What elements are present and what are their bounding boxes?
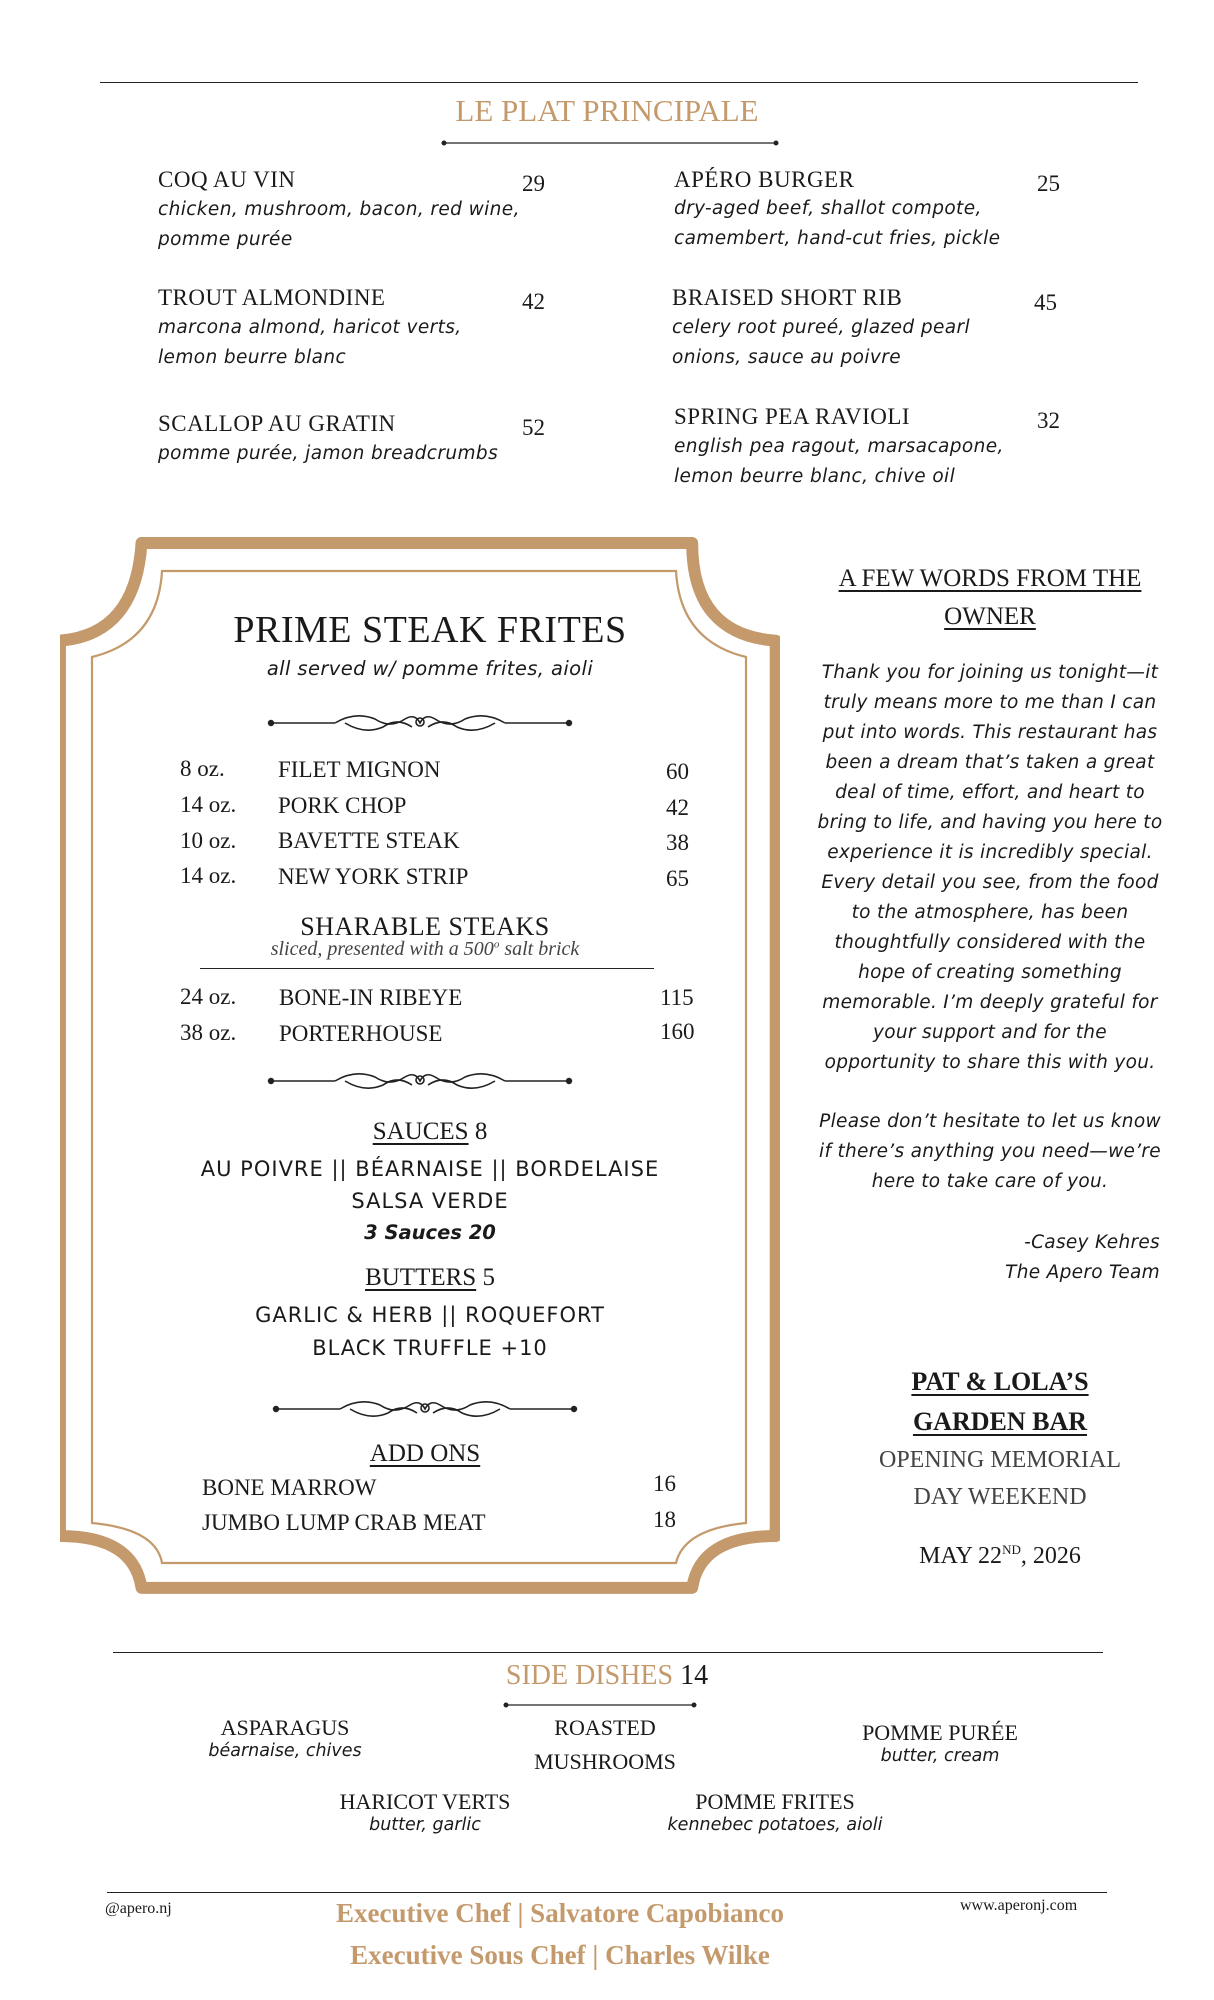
item-desc: celery root pureé, glazed pearl <box>672 317 971 338</box>
title-underline-ornament <box>440 137 780 149</box>
butters-line-1: GARLIC & HERB || ROQUEFORT <box>255 1303 605 1327</box>
garden-line-1: PAT & LOLA’S <box>911 1367 1089 1396</box>
executive-sous-chef: Executive Sous Chef | Charles Wilke <box>350 1940 770 1970</box>
side-desc: butter, garlic <box>369 1815 481 1835</box>
sharable-subtitle-pre: sliced, presented with a 500 <box>270 938 494 960</box>
item-price: 25 <box>1037 171 1060 196</box>
side-name: ASPARAGUS <box>220 1715 350 1740</box>
item-price: 52 <box>522 415 545 440</box>
addon-price: 18 <box>653 1507 676 1532</box>
steak-price: 160 <box>660 1019 695 1044</box>
owner-signature <box>850 1228 1160 1288</box>
sauces-title: SAUCES <box>372 1118 469 1145</box>
sauces-price: 8 <box>474 1118 488 1145</box>
side-asparagus <box>180 1715 390 1761</box>
owner-line: Every detail you see, from the food <box>821 872 1159 893</box>
flourish-ornament <box>265 707 575 739</box>
sauces-line-2: SALSA VERDE <box>351 1189 509 1213</box>
butters-heading <box>270 1264 590 1292</box>
steak-price: 60 <box>666 759 689 784</box>
sauces-heading <box>270 1118 590 1146</box>
item-desc: chicken, mushroom, bacon, red wine, <box>158 199 520 220</box>
owner-line: deal of time, effort, and heart to <box>835 782 1145 803</box>
garden-line-4: DAY WEEKEND <box>913 1484 1087 1510</box>
sharable-subtitle-post: salt brick <box>499 938 580 960</box>
owner-title-line-1: A FEW WORDS FROM THE <box>838 565 1142 592</box>
steak-price: 42 <box>666 795 689 820</box>
steak-name: FILET MIGNON <box>278 757 441 782</box>
steak-title: PRIME STEAK FRITES <box>233 609 627 651</box>
owner-paragraph-1 <box>800 658 1180 1078</box>
owner-line: here to take care of you. <box>871 1171 1109 1192</box>
sauces-line-1: AU POIVRE || BÉARNAISE || BORDELAISE <box>200 1157 660 1181</box>
item-price: 42 <box>522 289 545 314</box>
steak-size: 10 oz. <box>180 828 237 853</box>
side-name: POMME PURÉE <box>862 1720 1018 1745</box>
side-desc: béarnaise, chives <box>208 1741 362 1761</box>
owner-title <box>800 560 1180 636</box>
addon-price: 16 <box>653 1471 676 1496</box>
steak-subtitle: all served w/ pomme frites, aioli <box>266 657 594 680</box>
owner-line: Please don’t hesitate to let us know <box>819 1111 1161 1132</box>
garden-line-2: GARDEN BAR <box>912 1407 1088 1436</box>
side-name-line-2: MUSHROOMS <box>534 1749 676 1774</box>
flourish-ornament <box>270 1393 580 1425</box>
item-desc: lemon beurre blanc, chive oil <box>674 466 956 487</box>
steak-name: PORK CHOP <box>278 793 407 818</box>
sides-price: 14 <box>680 1660 709 1691</box>
owner-line: memorable. I’m deeply grateful for <box>822 992 1158 1013</box>
owner-signature-team: The Apero Team <box>1005 1262 1160 1283</box>
steak-size: 8 oz. <box>180 756 225 781</box>
side-roasted-mushrooms <box>490 1711 720 1779</box>
addons-heading <box>270 1440 580 1468</box>
item-desc: lemon beurre blanc <box>158 347 347 368</box>
steak-size: 14 oz. <box>180 792 237 817</box>
side-name: ROASTED <box>554 1715 656 1740</box>
website: www.aperonj.com <box>960 1897 1078 1914</box>
addon-name: BONE MARROW <box>202 1475 377 1500</box>
main-section-title: LE PLAT PRINCIPALE <box>455 93 759 128</box>
side-desc: kennebec potatoes, aioli <box>667 1815 883 1835</box>
top-rule <box>100 82 1138 83</box>
butters-line-2: BLACK TRUFFLE +10 <box>312 1336 548 1360</box>
owner-line: truly means more to me than I can <box>823 692 1157 713</box>
item-desc: pomme purée, jamon breadcrumbs <box>158 443 499 464</box>
side-pomme-frites <box>640 1789 910 1835</box>
owner-line: thoughtfully considered with the <box>834 932 1146 953</box>
garden-bar-announcement <box>830 1362 1170 1570</box>
sharable-rule <box>200 968 654 969</box>
side-pomme-puree <box>830 1720 1050 1766</box>
addons-title: ADD ONS <box>369 1440 481 1467</box>
side-name: POMME FRITES <box>695 1789 855 1814</box>
sharable-subtitle <box>200 938 650 961</box>
owner-line: bring to life, and having you here to <box>817 812 1163 833</box>
item-name: SCALLOP AU GRATIN <box>158 411 396 436</box>
butters-title: BUTTERS <box>365 1264 477 1291</box>
owner-paragraph-2 <box>800 1107 1180 1197</box>
steak-price: 65 <box>666 866 689 891</box>
owner-line: to the atmosphere, has been <box>851 902 1129 923</box>
degree-mark: o <box>493 938 500 951</box>
sides-heading <box>407 1660 807 1692</box>
item-name: BRAISED SHORT RIB <box>672 285 903 310</box>
sides-underline-ornament <box>502 1699 698 1711</box>
date-year: , 2026 <box>1020 1543 1081 1569</box>
side-name: HARICOT VERTS <box>339 1789 511 1814</box>
item-desc: dry-aged beef, shallot compote, <box>674 198 982 219</box>
footer-rule <box>107 1892 1107 1893</box>
item-name: APÉRO BURGER <box>674 167 855 192</box>
owner-line: opportunity to share this with you. <box>824 1052 1156 1073</box>
steak-size: 24 oz. <box>180 984 237 1009</box>
steak-name: PORTERHOUSE <box>279 1021 443 1046</box>
steak-size: 14 oz. <box>180 863 237 888</box>
date-main: MAY 22 <box>919 1543 1003 1569</box>
item-desc: camembert, hand-cut fries, pickle <box>674 228 1001 249</box>
steak-price: 115 <box>660 985 694 1010</box>
owner-line: been a dream that’s taken a great <box>825 752 1155 773</box>
item-name: TROUT ALMONDINE <box>158 285 386 310</box>
sides-top-rule <box>113 1652 1103 1653</box>
side-desc: butter, cream <box>880 1746 1000 1766</box>
owner-line: if there’s anything you need—we’re <box>819 1141 1161 1162</box>
executive-chef: Executive Chef | Salvatore Capobianco <box>336 1898 784 1928</box>
sides-title: SIDE DISHES <box>505 1660 674 1691</box>
butters-price: 5 <box>482 1264 495 1291</box>
flourish-ornament <box>265 1065 575 1097</box>
owner-line: Thank you for joining us tonight—it <box>821 662 1159 683</box>
item-desc: marcona almond, haricot verts, <box>158 317 462 338</box>
owner-line: hope of creating something <box>858 962 1122 983</box>
owner-line: your support and for the <box>873 1022 1107 1043</box>
garden-date <box>830 1542 1170 1570</box>
steak-name: BONE-IN RIBEYE <box>279 985 463 1010</box>
steak-size: 38 oz. <box>180 1020 237 1045</box>
item-price: 32 <box>1037 408 1060 433</box>
garden-line-3: OPENING MEMORIAL <box>879 1447 1121 1473</box>
owner-title-line-2: OWNER <box>944 603 1036 630</box>
sharable-title: SHARABLE STEAKS <box>300 912 550 941</box>
steak-name: NEW YORK STRIP <box>278 864 469 889</box>
item-desc: pomme purée <box>158 229 293 250</box>
date-suffix: ND <box>1002 1542 1021 1557</box>
item-desc: onions, sauce au poivre <box>672 347 902 368</box>
owner-line: put into words. This restaurant has <box>822 722 1158 743</box>
steak-price: 38 <box>666 830 689 855</box>
owner-signature-name: -Casey Kehres <box>1024 1232 1160 1253</box>
owner-line: experience it is incredibly special. <box>827 842 1153 863</box>
social-handle: @apero.nj <box>105 1900 172 1917</box>
item-desc: english pea ragout, marsacapone, <box>674 436 1004 457</box>
addon-name: JUMBO LUMP CRAB MEAT <box>202 1510 486 1535</box>
side-haricot-verts <box>310 1789 540 1835</box>
item-name: COQ AU VIN <box>158 167 296 192</box>
item-name: SPRING PEA RAVIOLI <box>674 404 911 429</box>
item-price: 29 <box>522 171 545 196</box>
sauces-deal: 3 Sauces 20 <box>364 1221 496 1244</box>
steak-name: BAVETTE STEAK <box>278 828 460 853</box>
item-price: 45 <box>1034 290 1057 315</box>
